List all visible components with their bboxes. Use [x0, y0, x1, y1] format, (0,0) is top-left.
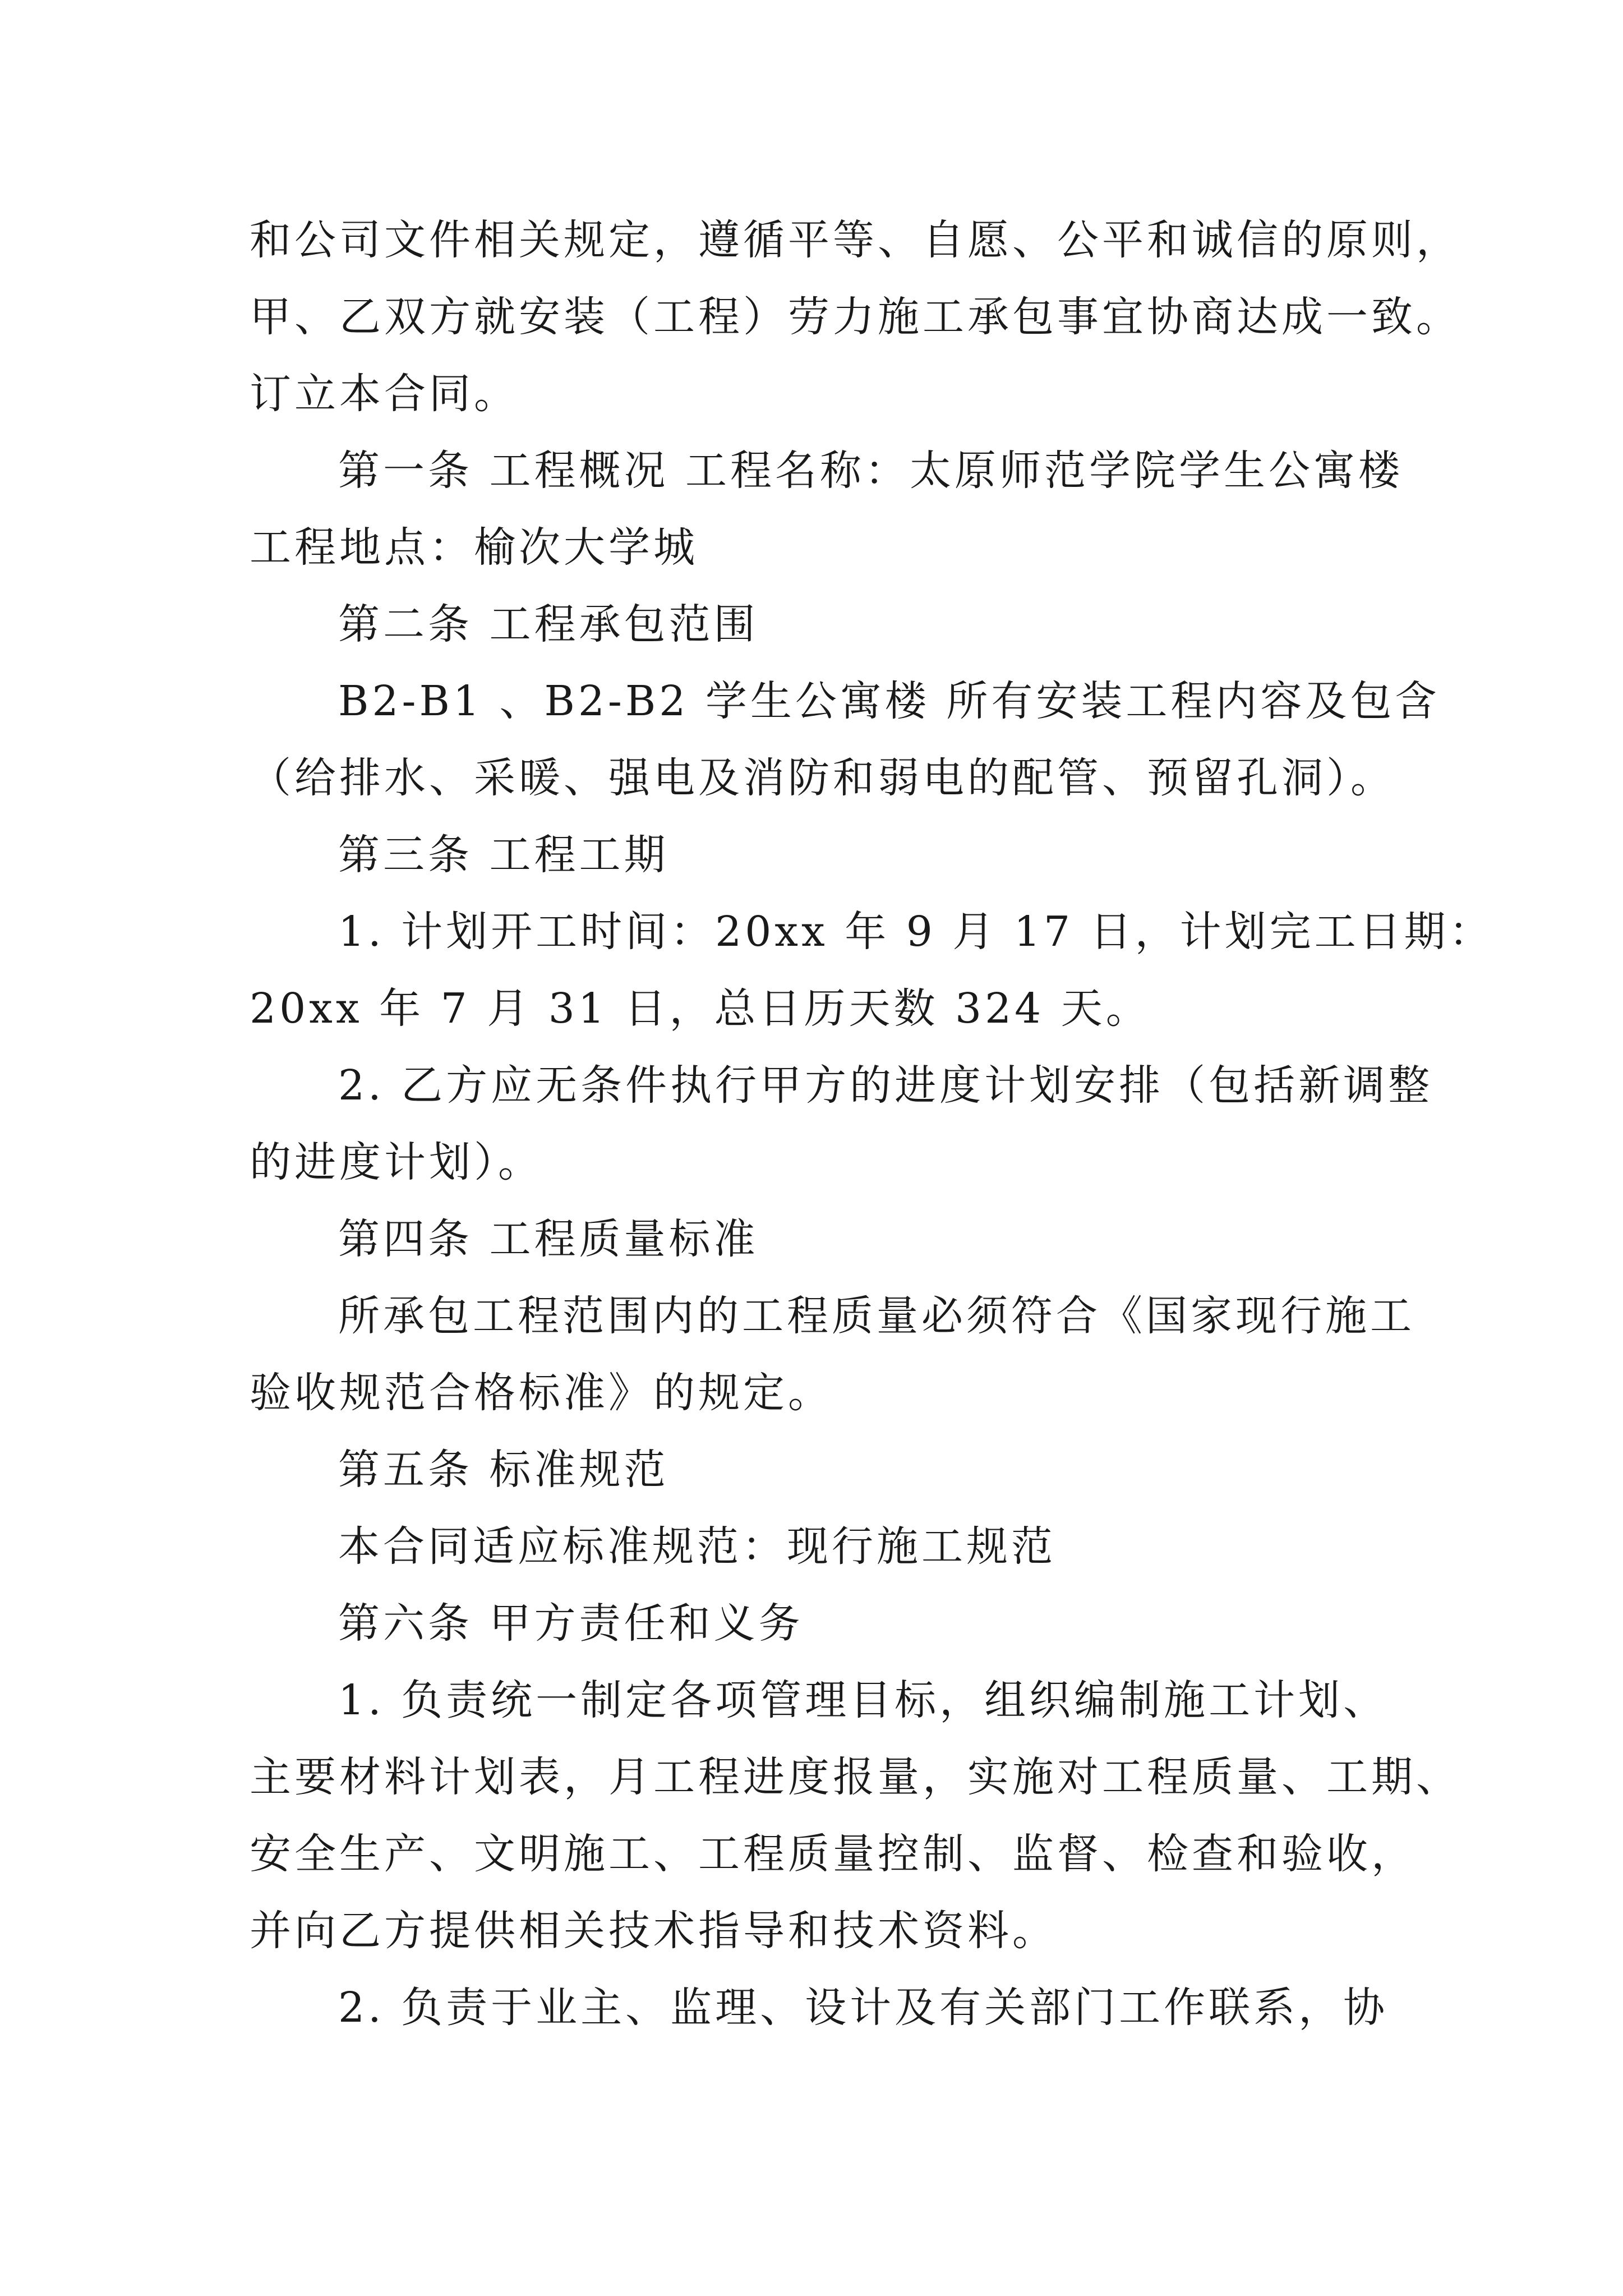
- document-page: [250, 202, 1494, 2046]
- body-text-line: 验收规范合格标准》的规定。: [250, 1369, 833, 1417]
- body-text-line: 1. 计划开工时间：20xx 年 9 月 17 日，计划完工日期：: [338, 908, 1494, 956]
- body-text-line: 和公司文件相关规定，遵循平等、自愿、公平和诚信的原则，: [250, 216, 1461, 264]
- body-text-line: 的进度计划）。: [250, 1138, 543, 1186]
- body-text-line: 1. 负责统一制定各项管理目标，组织编制施工计划、: [338, 1676, 1389, 1724]
- body-text-line: 20xx 年 7 月 31 日，总日历天数 324 天。: [250, 984, 1151, 1033]
- body-text-line: （给排水、采暖、强电及消防和弱电的配管、预留孔洞）。: [250, 754, 1395, 802]
- body-text-line: 所承包工程范围内的工程质量必须符合《国家现行施工: [338, 1292, 1415, 1340]
- article-4-heading: 第四条 工程质量标准: [338, 1215, 759, 1263]
- body-text-line: 订立本合同。: [250, 370, 519, 418]
- body-text-line: 本合同适应标准规范：现行施工规范: [338, 1522, 1056, 1571]
- body-text-line: 工程地点：榆次大学城: [250, 523, 698, 572]
- article-1-heading: 第一条 工程概况 工程名称：太原师范学院学生公寓楼: [338, 447, 1404, 495]
- body-text-line: 2. 乙方应无条件执行甲方的进度计划安排（包括新调整: [338, 1061, 1433, 1110]
- body-text-line: 主要材料计划表，月工程进度报量，实施对工程质量、工期、: [250, 1753, 1461, 1801]
- body-text-line: 并向乙方提供相关技术指导和技术资料。: [250, 1907, 1057, 1955]
- article-6-heading: 第六条 甲方责任和义务: [338, 1599, 804, 1648]
- body-text-line: 2. 负责于业主、监理、设计及有关部门工作联系，协: [338, 1984, 1389, 2032]
- body-text-line: 安全生产、文明施工、工程质量控制、监督、检查和验收，: [250, 1830, 1416, 1878]
- body-text-line: B2-B1 、B2-B2 学生公寓楼 所有安装工程内容及包含: [338, 677, 1440, 725]
- article-2-heading: 第二条 工程承包范围: [338, 600, 759, 648]
- article-3-heading: 第三条 工程工期: [338, 831, 669, 879]
- article-5-heading: 第五条 标准规范: [338, 1446, 669, 1494]
- body-text-line: 甲、乙双方就安装（工程）劳力施工承包事宜协商达成一致。: [250, 293, 1461, 341]
